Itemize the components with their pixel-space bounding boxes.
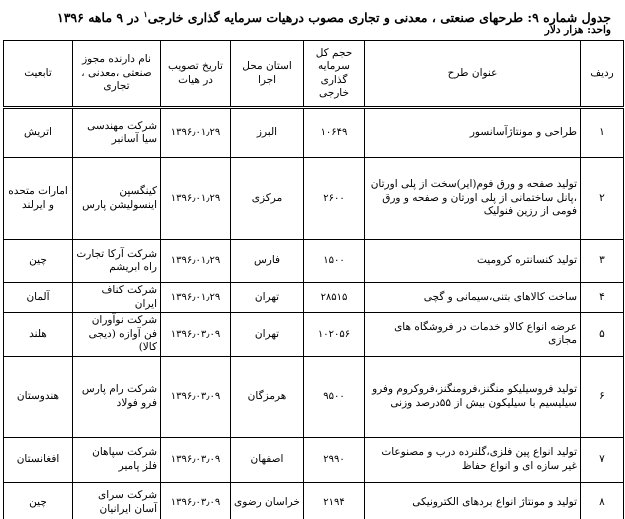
cell-nationality: آلمان [4, 283, 73, 313]
cell-approval-date: ۱۳۹۶٫۰۳٫۰۹ [161, 482, 231, 519]
cell-license-holder: شرکت سپاهان فلز پامیر [73, 437, 161, 482]
cell-investment-volume: ۲۶۰۰ [304, 158, 365, 240]
cell-row-no: ۲ [581, 158, 624, 240]
cell-license-holder: شرکت آرکا تجارت راه ابریشم [73, 240, 161, 283]
table-row [4, 313, 624, 357]
cell-row-no: ۶ [581, 356, 624, 437]
cell-investment-volume: ۲۱۹۴ [304, 482, 365, 519]
cell-approval-date: ۱۳۹۶٫۰۱٫۲۹ [161, 283, 231, 313]
header-project-title: عنوان طرح [365, 41, 581, 108]
cell-nationality: اتریش [4, 108, 73, 158]
cell-row-no: ۷ [581, 437, 624, 482]
table-row [4, 482, 624, 519]
table-row [4, 283, 624, 313]
table-row [4, 108, 624, 158]
cell-row-no: ۸ [581, 482, 624, 519]
cell-project-title: طراحی و مونتاژآسانسور [365, 108, 581, 158]
unit-label: واحد: هزار دلار [544, 24, 611, 36]
cell-province: تهران [231, 283, 304, 313]
cell-row-no: ۵ [581, 313, 624, 357]
header-nationality: تابعیت [4, 41, 73, 108]
cell-license-holder: شرکت رام پارس فرو فولاد [73, 356, 161, 437]
caption-text: جدول شماره ۹: طرحهای صنعتی ، معدنی و تجاری مصوب درهیات سرمایه گذاری خارجی [147, 10, 611, 26]
cell-approval-date: ۱۳۹۶٫۰۱٫۲۹ [161, 158, 231, 240]
cell-row-no: ۴ [581, 283, 624, 313]
cell-row-no: ۱ [581, 108, 624, 158]
table-row [4, 240, 624, 283]
cell-approval-date: ۱۳۹۶٫۰۳٫۰۹ [161, 356, 231, 437]
cell-project-title: تولید صفحه و ورق فوم(ایر)سخت از پلی اورتان ،پانل ساختمانی از پلی اورتان و صفحه و ورق فومی از رزین فنولیک [365, 158, 581, 240]
cell-nationality: افغانستان [4, 437, 73, 482]
cell-project-title: تولید فروسیلیکو منگنز،فرومنگنز،فروکروم وفرو سیلیسیم با سیلیکون بیش از ۵۵درصد وزنی [365, 356, 581, 437]
cell-nationality: امارات متحده و ایرلند [4, 158, 73, 240]
cell-project-title: عرضه انواع کالاو خدمات در فروشگاه های مجازی [365, 313, 581, 357]
cell-approval-date: ۱۳۹۶٫۰۳٫۰۹ [161, 313, 231, 357]
header-license-holder: نام دارنده مجوز صنعتی ،معدنی ، تجاری [73, 41, 161, 108]
cell-project-title: تولید انواع پین فلزی،گلنرده درب و مصنوعات غیر سازه ای و انواع حفاظ [365, 437, 581, 482]
caption-footnote-mark: ۱ [143, 9, 148, 19]
cell-license-holder: کینگسپن اینسولیشن پارس [73, 158, 161, 240]
cell-approval-date: ۱۳۹۶٫۰۱٫۲۹ [161, 240, 231, 283]
cell-license-holder: شرکت نوآوران فن آوازه (دیجی کالا) [73, 313, 161, 357]
cell-nationality: چین [4, 482, 73, 519]
cell-investment-volume: ۹۵۰۰ [304, 356, 365, 437]
cell-investment-volume: ۱۰۶۴۹ [304, 108, 365, 158]
cell-investment-volume: ۲۸۵۱۵ [304, 283, 365, 313]
cell-investment-volume: ۲۹۹۰ [304, 437, 365, 482]
header-approval-date: تاریخ تصویب در هیات [161, 41, 231, 108]
cell-province: مرکزی [231, 158, 304, 240]
cell-license-holder: شرکت مهندسی سیا آسانبر [73, 108, 161, 158]
cell-project-title: تولید و مونتاژ انواع بردهای الکترونیکی [365, 482, 581, 519]
table-row [4, 437, 624, 482]
cell-nationality: چین [4, 240, 73, 283]
cell-project-title: تولید کنسانتره کرومیت [365, 240, 581, 283]
cell-license-holder: شرکت کناف ایران [73, 283, 161, 313]
cell-province: البرز [231, 108, 304, 158]
cell-license-holder: شرکت سرای آسان ایرانیان [73, 482, 161, 519]
cell-province: تهران [231, 313, 304, 357]
header-investment-volume: حجم کل سرمایه گذاری خارجی [304, 41, 365, 108]
table-caption [6, 6, 611, 26]
cell-nationality: هندوستان [4, 356, 73, 437]
cell-province: هرمزگان [231, 356, 304, 437]
cell-province: اصفهان [231, 437, 304, 482]
header-row-no: ردیف [581, 41, 624, 108]
cell-investment-volume: ۱۰۲۰۵۶ [304, 313, 365, 357]
table-row [4, 356, 624, 437]
cell-province: خراسان رضوی [231, 482, 304, 519]
table-header-row [4, 41, 624, 108]
investment-table [3, 40, 624, 519]
cell-nationality: هلند [4, 313, 73, 357]
table-row [4, 158, 624, 240]
cell-approval-date: ۱۳۹۶٫۰۳٫۰۹ [161, 437, 231, 482]
header-province: استان محل اجرا [231, 41, 304, 108]
cell-project-title: ساخت کالاهای بتنی،سیمانی و گچی [365, 283, 581, 313]
cell-province: فارس [231, 240, 304, 283]
cell-investment-volume: ۱۵۰۰ [304, 240, 365, 283]
cell-approval-date: ۱۳۹۶٫۰۱٫۲۹ [161, 108, 231, 158]
cell-row-no: ۳ [581, 240, 624, 283]
caption-suffix: در ۹ ماهه ۱۳۹۶ [57, 10, 140, 26]
